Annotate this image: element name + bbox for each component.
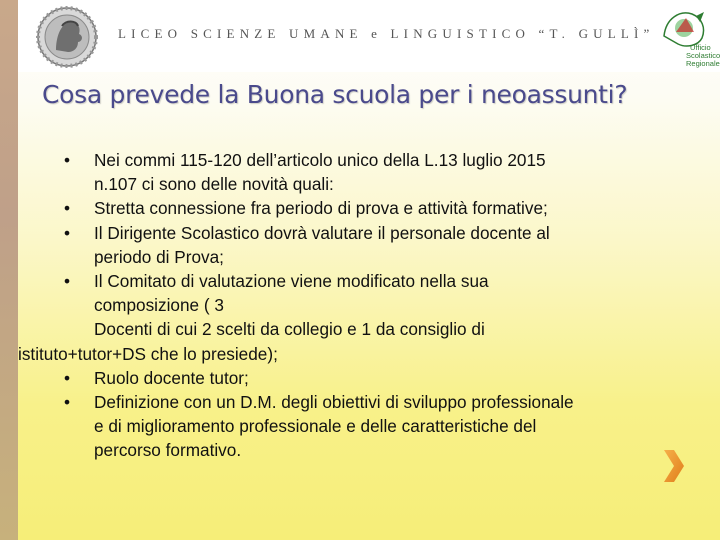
content-line (0, 172, 690, 196)
chevron-right-icon[interactable] (660, 446, 688, 486)
content-text: Ruolo docente tutor; (94, 367, 249, 388)
content-line (0, 366, 690, 390)
content-text: Docenti di cui 2 scelti da collegio e 1 da consiglio di (94, 319, 485, 340)
content-text: periodo di Prova; (94, 246, 224, 267)
content-line (0, 221, 690, 245)
bullet-marker: • (64, 367, 71, 388)
logo-right-line-1: Ufficio (690, 43, 711, 52)
bullet-marker: • (64, 270, 71, 291)
content-line (0, 293, 690, 317)
slide-title: Cosa prevede la Buona scuola per i neoassunti? (42, 80, 628, 109)
content-text: composizione ( 3 (94, 295, 224, 316)
content-text: e di miglioramento professionale e delle caratteristiche del (94, 416, 537, 437)
content-line (0, 438, 690, 462)
content-text: istituto+tutor+DS che lo presiede); (18, 343, 278, 364)
content-text: Stretta connessione fra periodo di prova e attività formative; (94, 198, 548, 219)
content-line (0, 148, 690, 172)
content-line (0, 414, 690, 438)
slide-content (0, 148, 690, 462)
bullet-marker: • (64, 150, 71, 170)
bullet-marker: • (64, 222, 71, 243)
bullet-marker: • (64, 391, 71, 412)
content-text: Il Dirigente Scolastico dovrà valutare il personale docente al (94, 222, 550, 243)
content-line (0, 317, 690, 341)
content-line (0, 196, 690, 220)
content-line (0, 390, 690, 414)
bullet-marker: • (64, 198, 71, 219)
content-line (0, 245, 690, 269)
content-text: n.107 ci sono delle novità quali: (94, 174, 334, 195)
content-text: percorso formativo. (94, 440, 242, 461)
header-banner (18, 0, 720, 72)
school-seal-coin-icon (26, 6, 108, 68)
content-text: Il Comitato di valutazione viene modificato nella sua (94, 270, 489, 291)
content-line (0, 342, 690, 366)
content-text: Definizione con un D.M. degli obiettivi di sviluppo professionale (94, 391, 574, 412)
logo-right-line-2: Scolastico (686, 51, 720, 60)
logo-right-line-3: Regionale (686, 59, 720, 68)
content-line (0, 269, 690, 293)
school-name: LICEO SCIENZE UMANE e LINGUISTICO “T. GULLÌ” (118, 26, 655, 41)
content-text: Nei commi 115-120 dell’articolo unico della L.13 luglio 2015 (94, 150, 546, 170)
regional-school-office-logo-icon (656, 6, 720, 68)
